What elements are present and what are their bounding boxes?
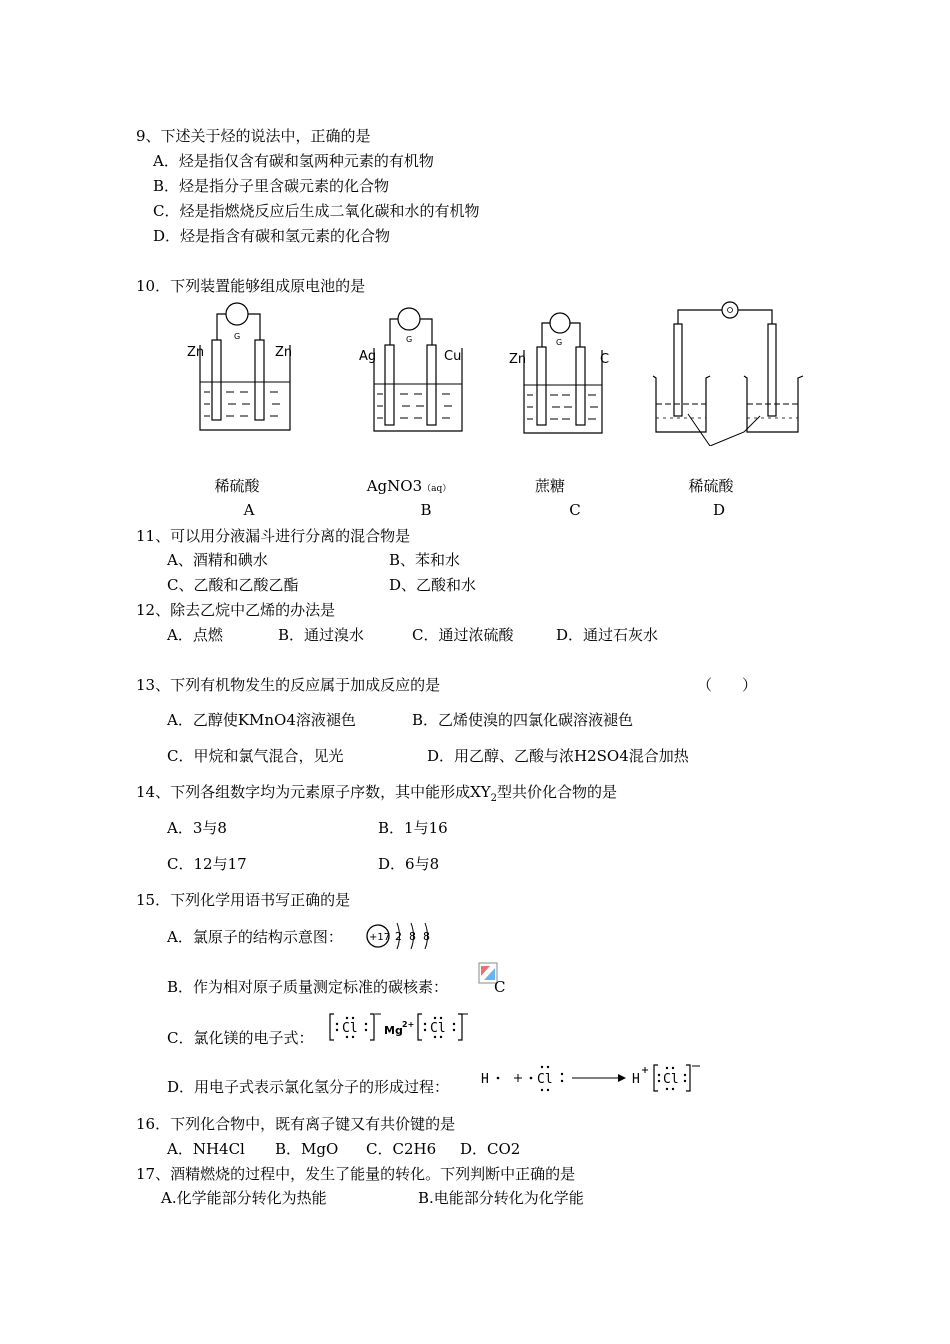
device-c-left-electrode-label: Zn <box>509 352 527 367</box>
q9-option-a: A．烃是指仅含有碳和氢两种元素的有机物 <box>153 152 434 170</box>
galvanic-device-d <box>648 296 813 446</box>
device-a-letter: A <box>243 501 255 519</box>
device-b-solution: AgNO3（aq） <box>366 477 452 495</box>
q17-option-b: B.电能部分转化为化学能 <box>418 1189 584 1207</box>
svg-text:2: 2 <box>395 930 402 943</box>
q11-option-c: C、乙酸和乙酸乙酯 <box>167 576 299 594</box>
q14-option-a: A．3与8 <box>167 819 227 837</box>
q16-option-c: C．C2H6 <box>366 1140 437 1158</box>
carbon-nuclide-symbol: C <box>494 978 506 996</box>
q14-option-b: B．1与16 <box>378 819 448 837</box>
q9-stem: 9、下述关于烃的说法中，正确的是 <box>136 127 371 145</box>
q11-stem: 11、可以用分液漏斗进行分离的混合物是 <box>136 527 411 545</box>
q15-option-c-text: C．氯化镁的电子式： <box>167 1029 314 1047</box>
svg-text:H: H <box>481 1072 489 1087</box>
svg-text:Cl: Cl <box>342 1021 358 1036</box>
galvanic-device-c <box>514 305 624 440</box>
q12-option-a: A．点燃 <box>167 626 223 644</box>
galvanic-device-a <box>190 300 300 435</box>
q11-option-d: D、乙酸和水 <box>389 576 477 594</box>
q13-option-a: A．乙醇使KMnO4溶液褪色 <box>167 711 356 729</box>
q14-option-d: D．6与8 <box>378 855 440 873</box>
q12-stem: 12、除去乙烷中乙烯的办法是 <box>136 601 336 619</box>
svg-text:2+: 2+ <box>402 1020 415 1029</box>
q16-option-d: D．CO2 <box>460 1140 521 1158</box>
q15-stem: 15．下列化学用语书写正确的是 <box>136 891 351 909</box>
device-a-right-electrode-label: Zn <box>275 345 293 360</box>
svg-text:+17: +17 <box>369 932 391 943</box>
device-b-letter: B <box>420 501 432 519</box>
device-c-letter: C <box>569 501 581 519</box>
q17-option-a: A.化学能部分转化为热能 <box>161 1189 327 1207</box>
svg-text:Cl: Cl <box>663 1072 679 1087</box>
q13-answer-bracket: （ ） <box>697 676 758 694</box>
svg-text:G: G <box>406 335 413 344</box>
q14-option-c: C．12与17 <box>167 855 247 873</box>
device-d-letter: D <box>712 501 726 519</box>
svg-text:8: 8 <box>423 930 430 943</box>
hydrogen-chloride-formation-diagram <box>478 1062 710 1098</box>
svg-text:Mg: Mg <box>384 1024 403 1037</box>
q16-option-b: B．MgO <box>275 1140 339 1158</box>
magnesium-chloride-electron-formula <box>328 1010 468 1046</box>
q16-stem: 16．下列化合物中，既有离子键又有共价键的是 <box>136 1115 456 1133</box>
q11-option-a: A、酒精和碘水 <box>167 551 268 569</box>
svg-text:G: G <box>234 332 241 341</box>
q12-option-b: B．通过溴水 <box>278 626 365 644</box>
svg-text:Cl: Cl <box>537 1072 553 1087</box>
q10-stem: 10．下列装置能够组成原电池的是 <box>136 277 366 295</box>
svg-text:Cl: Cl <box>430 1021 446 1036</box>
q15-option-d-text: D．用电子式表示氯化氢分子的形成过程： <box>167 1078 450 1096</box>
q14-stem: 14、下列各组数字均为元素原子序数，其中能形成$XY_2$型共价化合物的是 <box>136 783 618 804</box>
device-a-left-electrode-label: Zn <box>187 345 205 360</box>
q12-option-c: C．通过浓硫酸 <box>412 626 514 644</box>
q15-option-b-text: B．作为相对原子质量测定标准的碳核素： <box>167 978 449 996</box>
q9-option-d: D．烃是指含有碳和氢元素的化合物 <box>153 227 391 245</box>
device-b-right-electrode-label: Cu <box>444 349 462 364</box>
q13-option-b: B．乙烯使溴的四氯化碳溶液褪色 <box>412 711 634 729</box>
device-a-solution: 稀硫酸 <box>214 477 260 495</box>
svg-text:G: G <box>556 338 563 347</box>
q9-option-c: C．烃是指燃烧反应后生成二氧化碳和水的有机物 <box>153 202 480 220</box>
q13-option-d: D．用乙醇、乙酸与浓H2SO4混合加热 <box>427 747 689 765</box>
q13-option-c: C．甲烷和氯气混合，见光 <box>167 747 344 765</box>
q16-option-a: A．NH4Cl <box>167 1140 245 1158</box>
svg-text:H: H <box>632 1072 640 1087</box>
q9-option-b: B．烃是指分子里含碳元素的化合物 <box>153 177 390 195</box>
device-d-solution: 稀硫酸 <box>688 477 734 495</box>
q12-option-d: D．通过石灰水 <box>556 626 659 644</box>
q13-stem: 13、下列有机物发生的反应属于加成反应的是 <box>136 676 441 694</box>
chlorine-atom-structure-diagram <box>364 915 444 957</box>
device-c-solution: 蔗糖 <box>534 477 565 495</box>
device-c-right-electrode-label: C <box>600 352 610 367</box>
device-b-left-electrode-label: Ag <box>359 349 377 364</box>
svg-text:8: 8 <box>409 930 416 943</box>
q11-option-b: B、苯和水 <box>389 551 461 569</box>
galvanic-device-b <box>362 300 472 435</box>
q15-option-a-text: A．氯原子的结构示意图： <box>167 928 343 946</box>
q17-stem: 17、酒精燃烧的过程中，发生了能量的转化。下列判断中正确的是 <box>136 1165 576 1183</box>
